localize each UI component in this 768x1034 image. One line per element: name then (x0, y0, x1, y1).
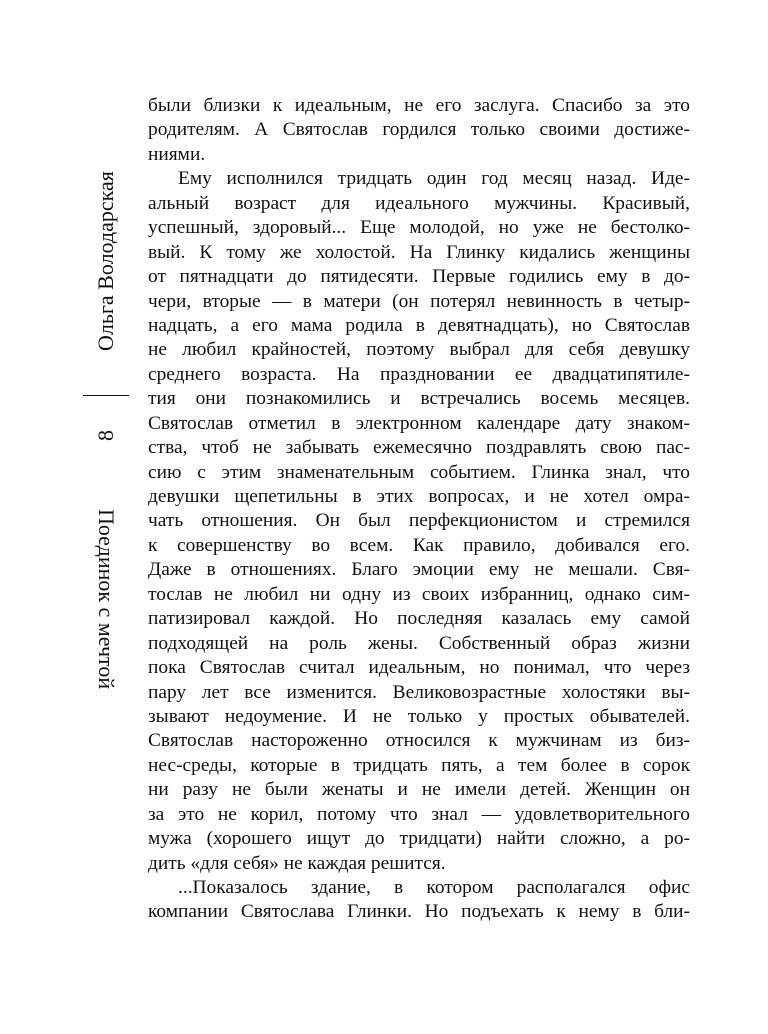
text-line: за это не корил, потому что знал — удовлетворительного (148, 803, 690, 825)
text-line: компании Святослава Глинки. Но подъехать к нему в бли- (148, 901, 690, 923)
text-line: Святослав отметил в электронном календаре дату знаком- (148, 412, 690, 434)
text-line: тослав не любил ни одну из своих избранниц, однако сим- (148, 583, 690, 605)
text-line: пару лет все изменится. Великовозрастные холостяки вы- (148, 681, 690, 703)
text-line: родителям. А Святослав гордился только своими достиже- (148, 119, 690, 141)
author-name: Ольга Володарская (93, 171, 118, 351)
running-header (80, 150, 132, 715)
text-line: Святослав настороженно относился к мужчинам из биз- (148, 730, 690, 752)
text-line: ни разу не были женаты и не имели детей. Женщин он (148, 779, 690, 801)
text-line: Даже в отношениях. Благо эмоции ему не мешали. Свя- (148, 559, 690, 581)
header-divider (83, 395, 129, 396)
text-line: патизировал каждой. Но последняя казалась ему самой (148, 608, 690, 630)
text-line: дить «для себя» не каждая решится. (148, 852, 446, 874)
text-line: среднего возраста. На праздновании ее двадцатипятиле- (148, 363, 690, 385)
text-line: пока Святослав считал идеальным, но понимал, что через (148, 657, 690, 679)
text-line: надцать, а его мама родила в девятнадцать), но Святослав (148, 314, 690, 336)
text-line: мужа (хорошего ищут до тридцати) найти сложно, а ро- (148, 828, 690, 850)
text-line: вый. К тому же холостой. На Глинку кидались женщины (148, 241, 690, 263)
page-body-text (148, 94, 690, 925)
text-line: зывают недоумение. И не только у простых обывателей. (148, 705, 690, 727)
text-line: успешный, здоровый... Еще молодой, но уже не бестолко- (148, 217, 690, 239)
text-line: к совершенству во всем. Как правило, добивался его. (148, 534, 690, 556)
text-line: альный возраст для идеального мужчины. Красивый, (148, 192, 690, 214)
text-line: ства, чтоб не забывать ежемесячно поздравлять свою пас- (148, 437, 690, 459)
book-title: Поединок с мечтой (94, 508, 119, 690)
text-line: от пятнадцати до пятидесяти. Первые годились ему в до- (148, 266, 690, 288)
text-line: нес-среды, которые в тридцать пять, а тем более в сорок (148, 754, 690, 776)
text-line: тия они познакомились и встречались восемь месяцев. (148, 388, 690, 410)
text-line: ...Показалось здание, в котором располагался офис (178, 877, 690, 898)
text-line: Ему исполнился тридцать один год месяц назад. Иде- (178, 168, 690, 190)
text-line: чать отношения. Он был перфекционистом и стремился (148, 510, 690, 532)
text-line: девушки щепетильны в этих вопросах, и не хотел омра- (148, 486, 690, 507)
text-line: чери, вторые — в матери (он потерял невинность в четыр- (148, 290, 690, 312)
text-line: не любил крайностей, поэтому выбрал для себя девушку (148, 339, 690, 361)
page-number: 8 (93, 430, 118, 442)
text-line: ниями. (148, 143, 206, 165)
text-line: были близки к идеальным, не его заслуга. Спасибо за это (148, 95, 690, 116)
text-line: подходящей на роль жены. Собственный образ жизни (148, 632, 690, 654)
text-line: сию с этим знаменательным событием. Глинка знал, что (148, 461, 690, 483)
